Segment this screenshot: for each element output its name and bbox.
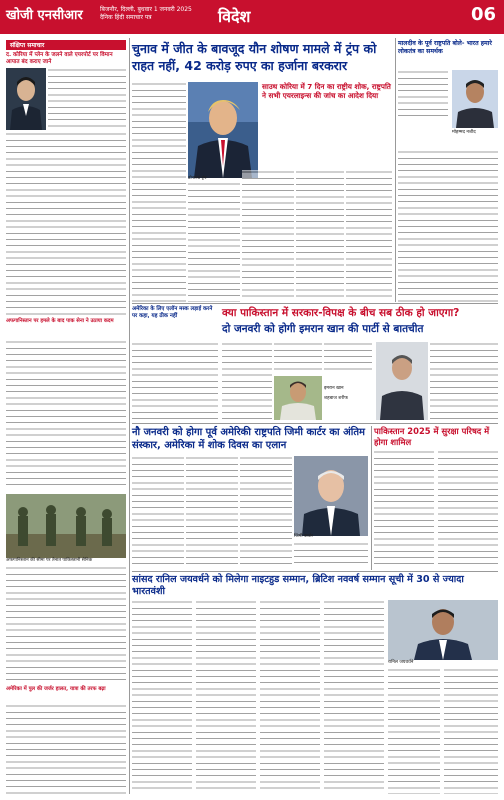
pakistan-headline-line-1: क्या पाकिस्तान में सरकार-विपक्ष के बीच सब ठीक हो जाएगा? (222, 307, 460, 319)
masthead-meta (100, 6, 192, 22)
brief-body-1 (48, 68, 126, 130)
brief-body-2 (6, 132, 126, 317)
knighthood-body-col-6 (444, 668, 498, 794)
section-divider (132, 571, 498, 572)
carter-body-col-2 (186, 456, 238, 568)
trump-photo-caption: डोनाल्ड ट्रंप (188, 176, 207, 181)
carter-headline: नौ जनवरी को होगा पूर्व अमेरिकी राष्ट्रपति जिमी कार्टर का अंतिम संस्कार, अमेरिका में शोक दिवस का एलान (132, 427, 366, 451)
masthead (0, 0, 504, 34)
newspaper-brand: खोजी एनसीआर (6, 8, 83, 23)
soldiers-photo (6, 494, 126, 558)
musk-headline: अमेरिका के लिए एलॉन मस्क लड़ाई करने पर कहा, यह ठीक नहीं (132, 306, 213, 319)
maldives-body-2 (398, 150, 498, 302)
maldives-headline: मालदीव के पूर्व राष्ट्रपति बोले- भारत हमारे लोकतंत्र का समर्थक (398, 40, 492, 55)
shehbaz-sharif-photo (376, 342, 428, 420)
main-body-col-1 (132, 82, 186, 302)
knighthood-body-col-5 (388, 668, 440, 794)
knighthood-headline: सांसद रानिल जयवर्धने को मिलेगा नाइटहुड सम्मान, ब्रिटिश नववर्ष सम्मान सूची में 30 से ज्यादा भारतवंशी (132, 574, 464, 597)
jimmy-carter-photo (294, 456, 368, 536)
page-number: 06 (470, 4, 496, 25)
pakistan-body-col-1 (222, 342, 272, 420)
maldives-body-1 (398, 70, 448, 120)
brief-subheadline-1: अफगानिस्तान पर हमले के बाद पाक सेना ने उठाया कदम (6, 318, 114, 324)
security-council-headline: पाकिस्तान 2025 में सुरक्षा परिषद में होगा शामिल (374, 426, 490, 447)
trump-photo (188, 82, 258, 178)
imran-khan-photo (274, 376, 322, 420)
security-body-col-1 (374, 450, 434, 568)
knighthood-body-col-2 (196, 600, 256, 794)
section-title: विदेश (218, 7, 251, 26)
carter-caption: जिमी कार्टर (294, 534, 313, 539)
nasheed-caption: मोहम्मद नशीद (452, 130, 476, 135)
imran-khan-caption: इमरान खान (324, 386, 344, 391)
main-body-col-3 (242, 170, 294, 302)
knighthood-body-col-3 (260, 600, 320, 794)
masthead-tagline: दैनिक हिंदी समाचार पत्र (100, 14, 152, 21)
main-subheadline: साउथ कोरिया में 7 दिन का राष्ट्रीय शोक, राष्ट्रपति ने सभी एयरलाइन्स की जांच का आदेश दिया (262, 82, 391, 100)
main-body-col-2 (188, 182, 240, 302)
main-headline: चुनाव में जीत के बावजूद यौन शोषण मामले में ट्रंप को राहत नहीं, 42 करोड़ रुपए का हर्जाना बरकरार (132, 41, 377, 73)
pakistan-body-col-3 (324, 342, 372, 372)
pakistan-headline-line-2: दो जनवरी को होगी इमरान खान की पार्टी से बातचीत (222, 323, 424, 335)
ranil-caption: रानिल जयवर्धने (388, 660, 414, 665)
brief-headline: द. कोरिया में प्लेन के जलने वाले एयरपोर्ट पर विमान आपात बंद कराए जाने (6, 52, 113, 65)
security-body-col-2 (438, 450, 498, 568)
section-divider (132, 303, 498, 304)
carter-body-col-3 (240, 456, 292, 568)
main-body-col-5 (346, 170, 392, 302)
pakistan-body-col-2 (274, 342, 322, 372)
brief-portrait-photo (6, 68, 46, 130)
main-body-col-4 (296, 170, 344, 302)
brief-subheadline-2: अमेरिका में पुल की जर्जर हालत, यात्रा की तरफ बढ़ा (6, 686, 106, 692)
nasheed-photo (452, 70, 498, 128)
brief-body-5 (6, 704, 126, 794)
brief-body-4 (6, 566, 126, 682)
shehbaz-sharif-caption: शहबाज शरीफ (324, 396, 348, 401)
column-divider (395, 38, 396, 302)
brief-body-3 (6, 340, 126, 490)
column-divider (371, 426, 372, 570)
carter-body-col-4 (294, 542, 368, 568)
knighthood-body-col-4 (324, 600, 384, 794)
brief-news-tag: संक्षिप्त समाचार (6, 40, 126, 50)
carter-body-col-1 (132, 456, 184, 568)
masthead-date: बिजनौर, दिल्ली, बुधवार 1 जनवरी 2025 (100, 6, 192, 13)
pakistan-body-col-4 (430, 342, 498, 420)
section-divider (132, 423, 498, 424)
musk-body (132, 342, 218, 420)
column-divider (129, 38, 130, 794)
ranil-jayawardena-photo (388, 600, 498, 660)
soldiers-caption: अफगानिस्तान की सीमा पर तैनात पाकिस्तानी सैनिक (6, 558, 93, 563)
knighthood-body-col-1 (132, 600, 192, 794)
